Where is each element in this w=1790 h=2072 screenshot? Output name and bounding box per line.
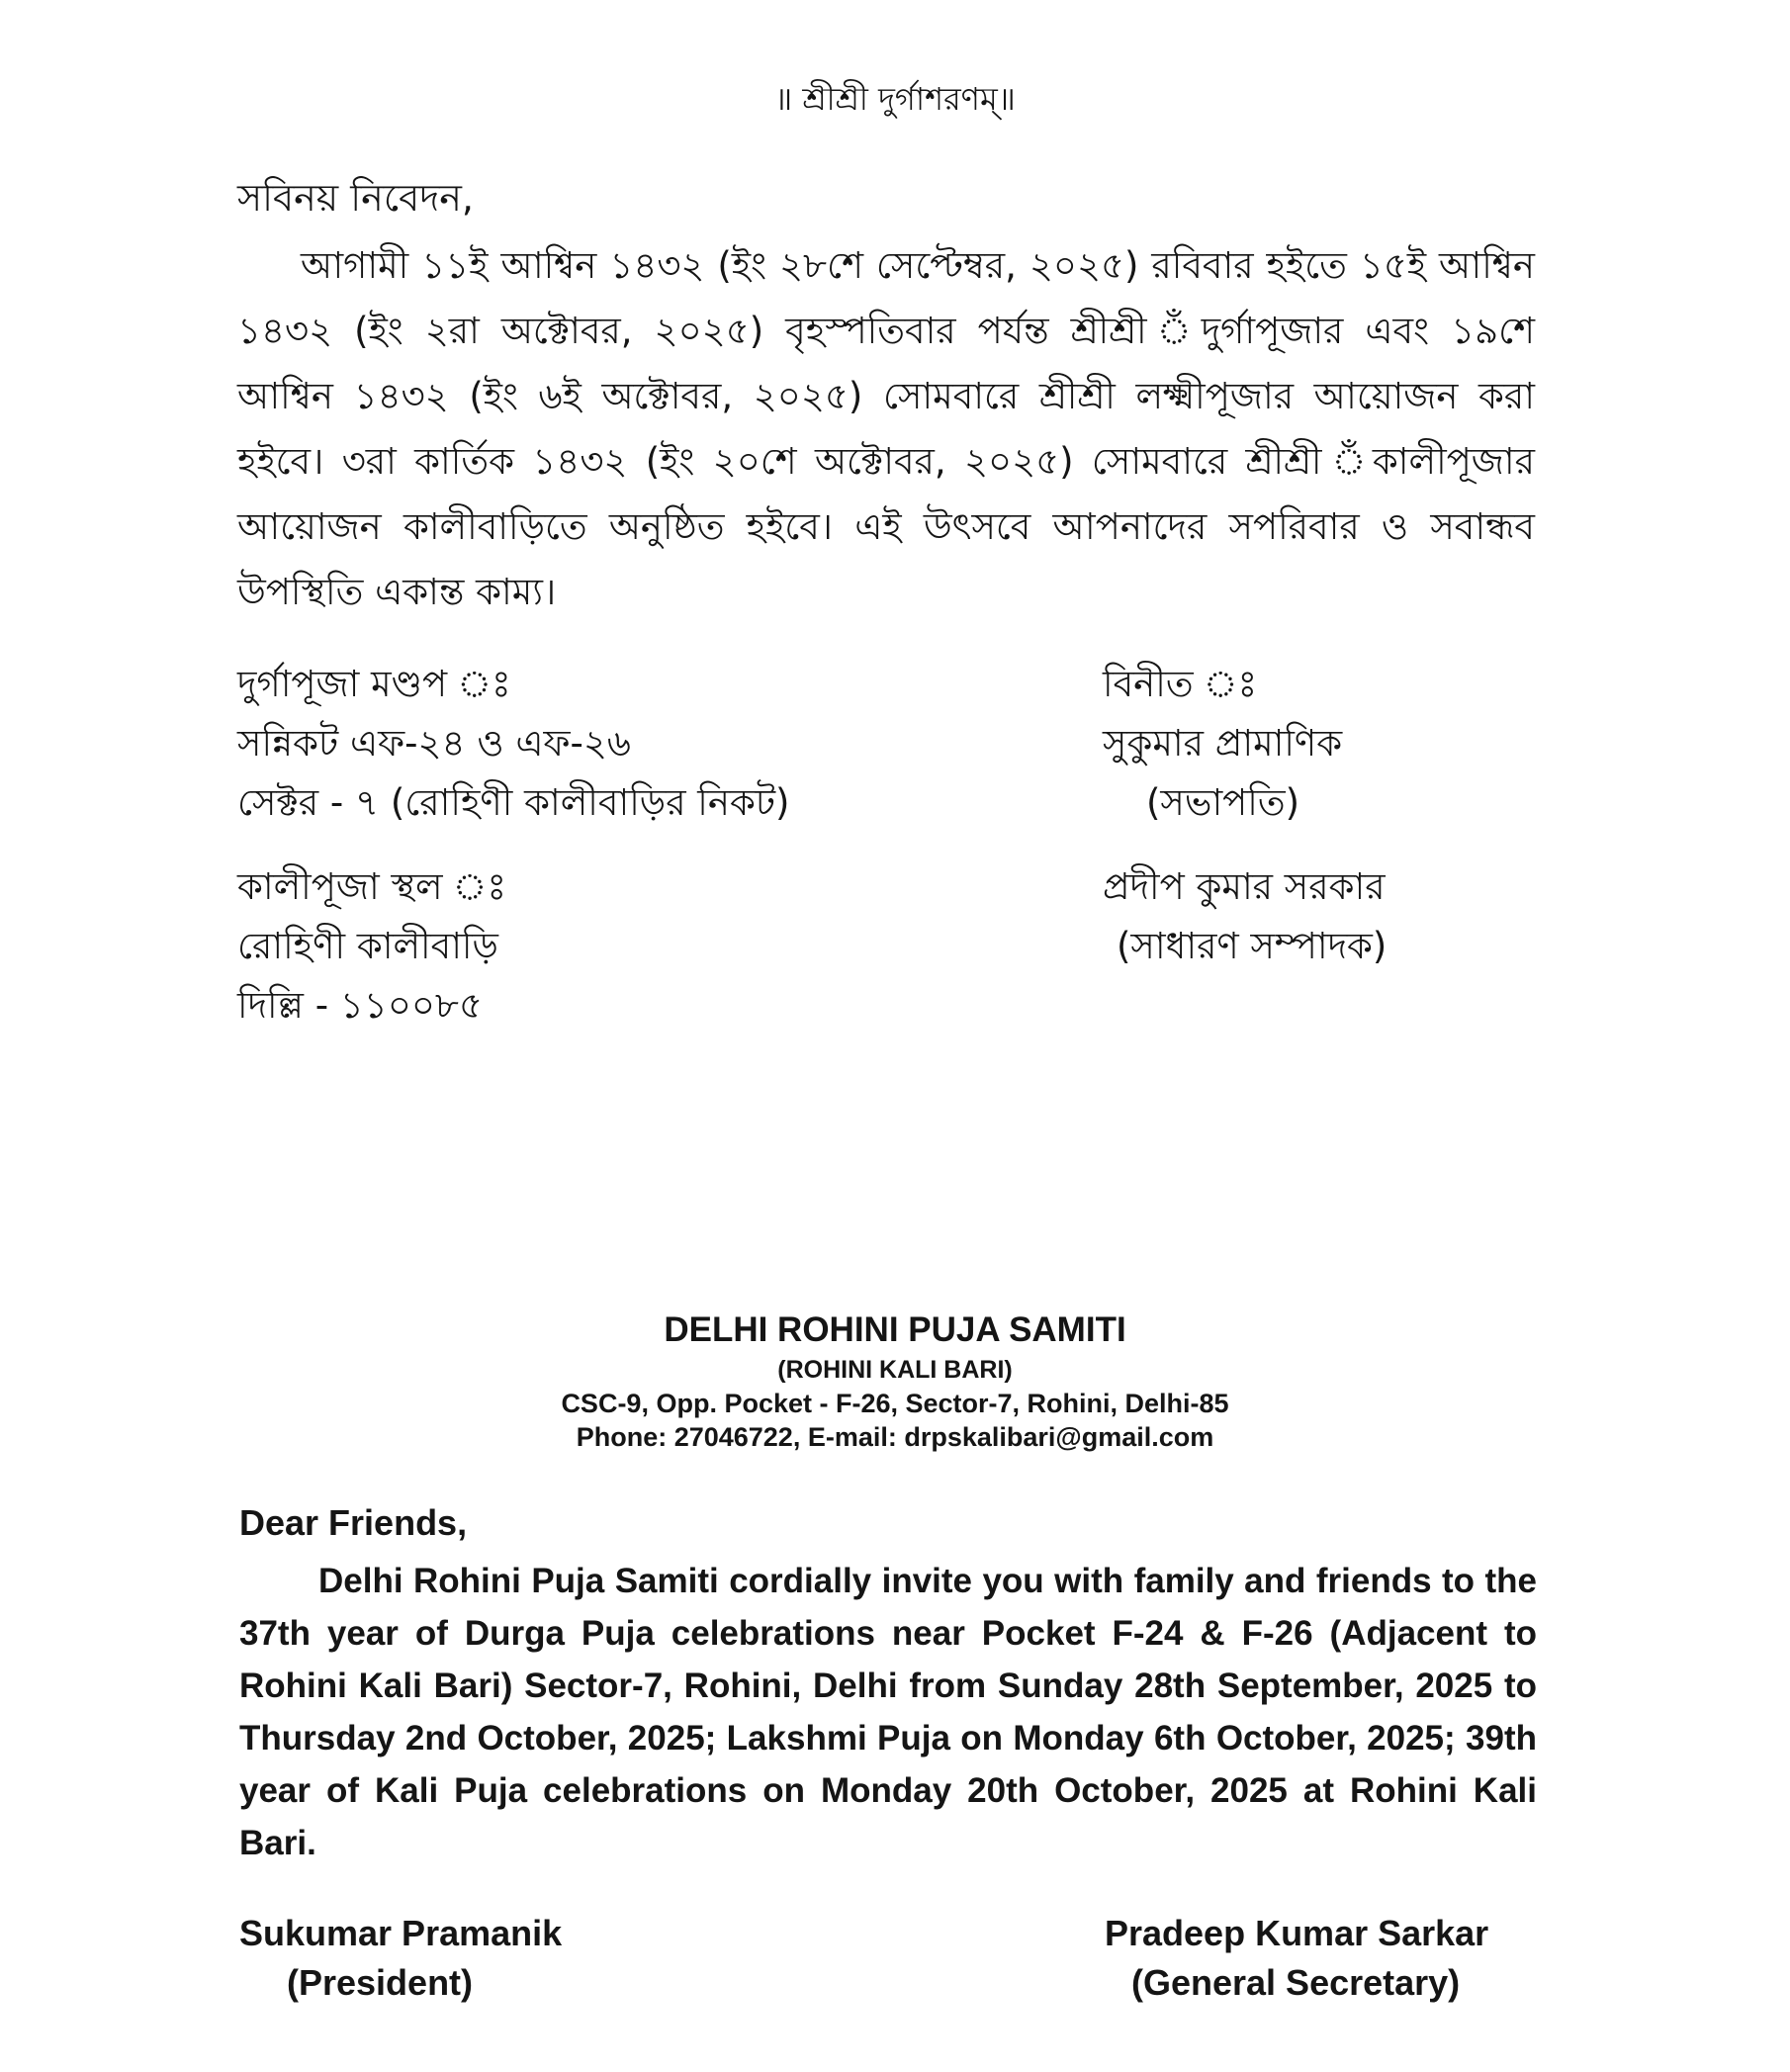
durga-venue-label: দুর্গাপূজা মণ্ডপ ঃ — [237, 663, 511, 705]
president-name-bengali: সুকুমার প্রামাণিক — [1103, 722, 1343, 765]
org-contact: Phone: 27046722, E-mail: drpskalibari@gmail.com — [576, 1422, 1214, 1452]
durga-venue-line2: সেক্টর - ৭ (রোহিণী কালীবাড়ির নিকট) — [237, 781, 790, 824]
secretary-title-english: (General Secretary) — [1131, 1962, 1461, 2003]
signatory-label: বিনীত ঃ — [1103, 663, 1258, 705]
kali-puja-venue — [237, 857, 506, 1036]
president-title-english: (President) — [287, 1962, 474, 2003]
english-invitation-body: Delhi Rohini Puja Samiti cordially invite you with family and friends to the 37th year of Durga Puja celebrations near Pocket F-24 & F-26 (Adjacent to Rohini Kali Bari) Sector-7, Rohini, Delhi from Sunday 28th September, 2025 to Thursday 2nd October, 2025; Lakshmi Puja on Monday 6th October, 2025; 39th year of Kali Puja celebrations on Monday 20th October, 2025 at Rohini Kali Bari. — [239, 1562, 1537, 1862]
english-greeting: Dear Friends, — [239, 1502, 468, 1543]
bengali-invitation-body: আগামী ১১ই আশ্বিন ১৪৩২ (ইং ২৮শে সেপ্টেম্বর, ২০২৫) রবিবার হইতে ১৫ই আশ্বিন ১৪৩২ (ইং ২রা অক্টোবর, ২০২৫) বৃহস্পতিবার পর্যন্ত শ্রীশ্রী ঁদুর্গাপূজার এবং ১৯শে আশ্বিন ১৪৩২ (ইং ৬ই অক্টোবর, ২০২৫) সোমবারে শ্রীশ্রী লক্ষ্মীপূজার আয়োজন করা হইবে। ৩রা কার্তিক ১৪৩২ (ইং ২০শে অক্টোবর, ২০২৫) সোমবারে শ্রীশ্রী ঁকালীপূজার আয়োজন কালীবাড়িতে অনুষ্ঠিত হইবে। এই উৎসবে আপনাদের সপরিবার ও সবান্ধব উপস্থিতি একান্ত কাম্য। — [237, 244, 1535, 613]
org-name: DELHI ROHINI PUJA SAMITI — [664, 1310, 1126, 1349]
president-title-bengali: (সভাপতি) — [1146, 781, 1300, 824]
kali-venue-label: কালীপূজা স্থল ঃ — [237, 865, 507, 908]
bengali-greeting: সবিনয় নিবেদন, — [237, 176, 474, 220]
secretary-name-english: Pradeep Kumar Sarkar — [1105, 1913, 1489, 1953]
english-signatory-president — [239, 1909, 562, 2008]
durga-puja-venue — [237, 655, 789, 833]
secretary-name-bengali: প্রদীপ কুমার সরকার — [1103, 865, 1386, 908]
bengali-signatory-secretary — [1103, 857, 1387, 976]
durga-venue-line1: সন্নিকট এফ-২৪ ও এফ-২৬ — [237, 722, 631, 765]
english-signatory-secretary — [1105, 1909, 1488, 2008]
org-subtitle: (ROHINI KALI BARI) — [777, 1356, 1013, 1384]
president-name-english: Sukumar Pramanik — [239, 1913, 563, 1953]
bengali-signatory-president — [1103, 655, 1342, 833]
org-address: CSC-9, Opp. Pocket - F-26, Sector-7, Rohini, Delhi-85 — [561, 1389, 1229, 1418]
kali-venue-line2: দিল্লি - ১১০০৮৫ — [237, 984, 483, 1027]
invocation-header: ॥ শ্রীশ্রী দুর্গাশরণম্॥ — [774, 80, 1016, 118]
secretary-title-bengali: (সাধারণ সম্পাদক) — [1117, 925, 1387, 967]
organization-header — [0, 1307, 1790, 1454]
kali-venue-line1: রোহিণী কালীবাড়ি — [237, 925, 498, 967]
